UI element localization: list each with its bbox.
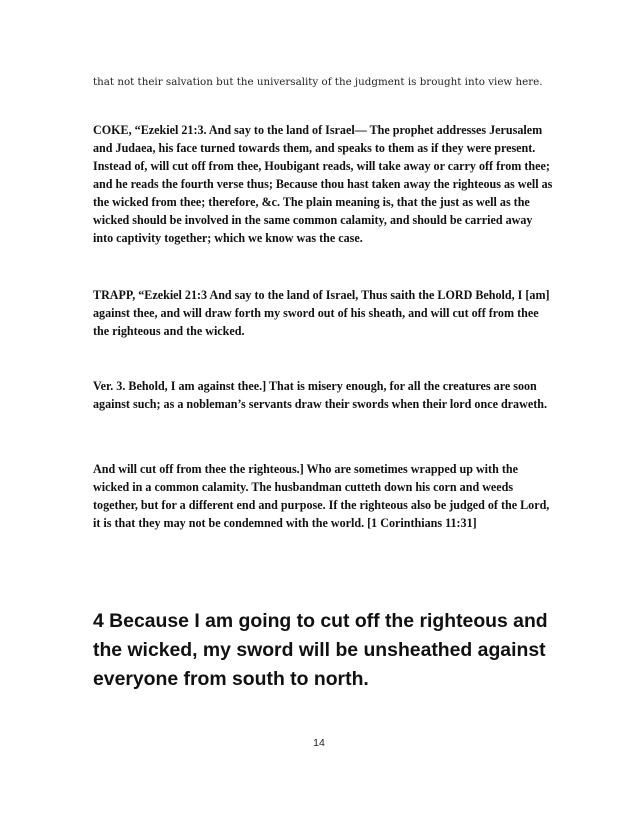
verse-heading: 4 Because I am going to cut off the righteous and the wicked, my sword will be unsheathed against everyone from south to north.: [93, 610, 548, 690]
verse-3-note-paragraph: Ver. 3. Behold, I am against thee.] That is misery enough, for all the creatures are soon against such; as a nobleman’s servants draw their swords when their lord once draweth.: [93, 379, 547, 411]
continuation-paragraph: that not their salvation but the universality of the judgment is brought into view here.: [93, 76, 543, 88]
trapp-commentary-paragraph: TRAPP, “Ezekiel 21:3 And say to the land of Israel, Thus saith the LORD Behold, I [am] against thee, and will draw forth my sword out of his sheath, and will cut off from thee the righteous and the wicked.: [93, 288, 550, 338]
page-number: 14: [313, 737, 325, 749]
righteous-note-paragraph: And will cut off from thee the righteous.] Who are sometimes wrapped up with the wicked in a common calamity. The husbandman cutteth down his corn and weeds together, but for a different end and purpose. If the righteous also be judged of the Lord, it is that they may not be condemned with the world. [1 Corinthians 11:31]: [93, 462, 550, 530]
coke-commentary-paragraph: COKE, “Ezekiel 21:3. And say to the land of Israel— The prophet addresses Jerusalem and Judaea, his face turned towards them, and speaks to them as if they were present. Instead of, will cut off from thee, Houbigant reads, will take away or carry off from thee; and he reads the fourth verse thus; Because thou hast taken away the righteous as well as the wicked from thee; therefore, &c. The plain meaning is, that the just as well as the wicked should be involved in the same common calamity, and should be carried away into captivity together; which we know was the case.: [93, 123, 553, 245]
